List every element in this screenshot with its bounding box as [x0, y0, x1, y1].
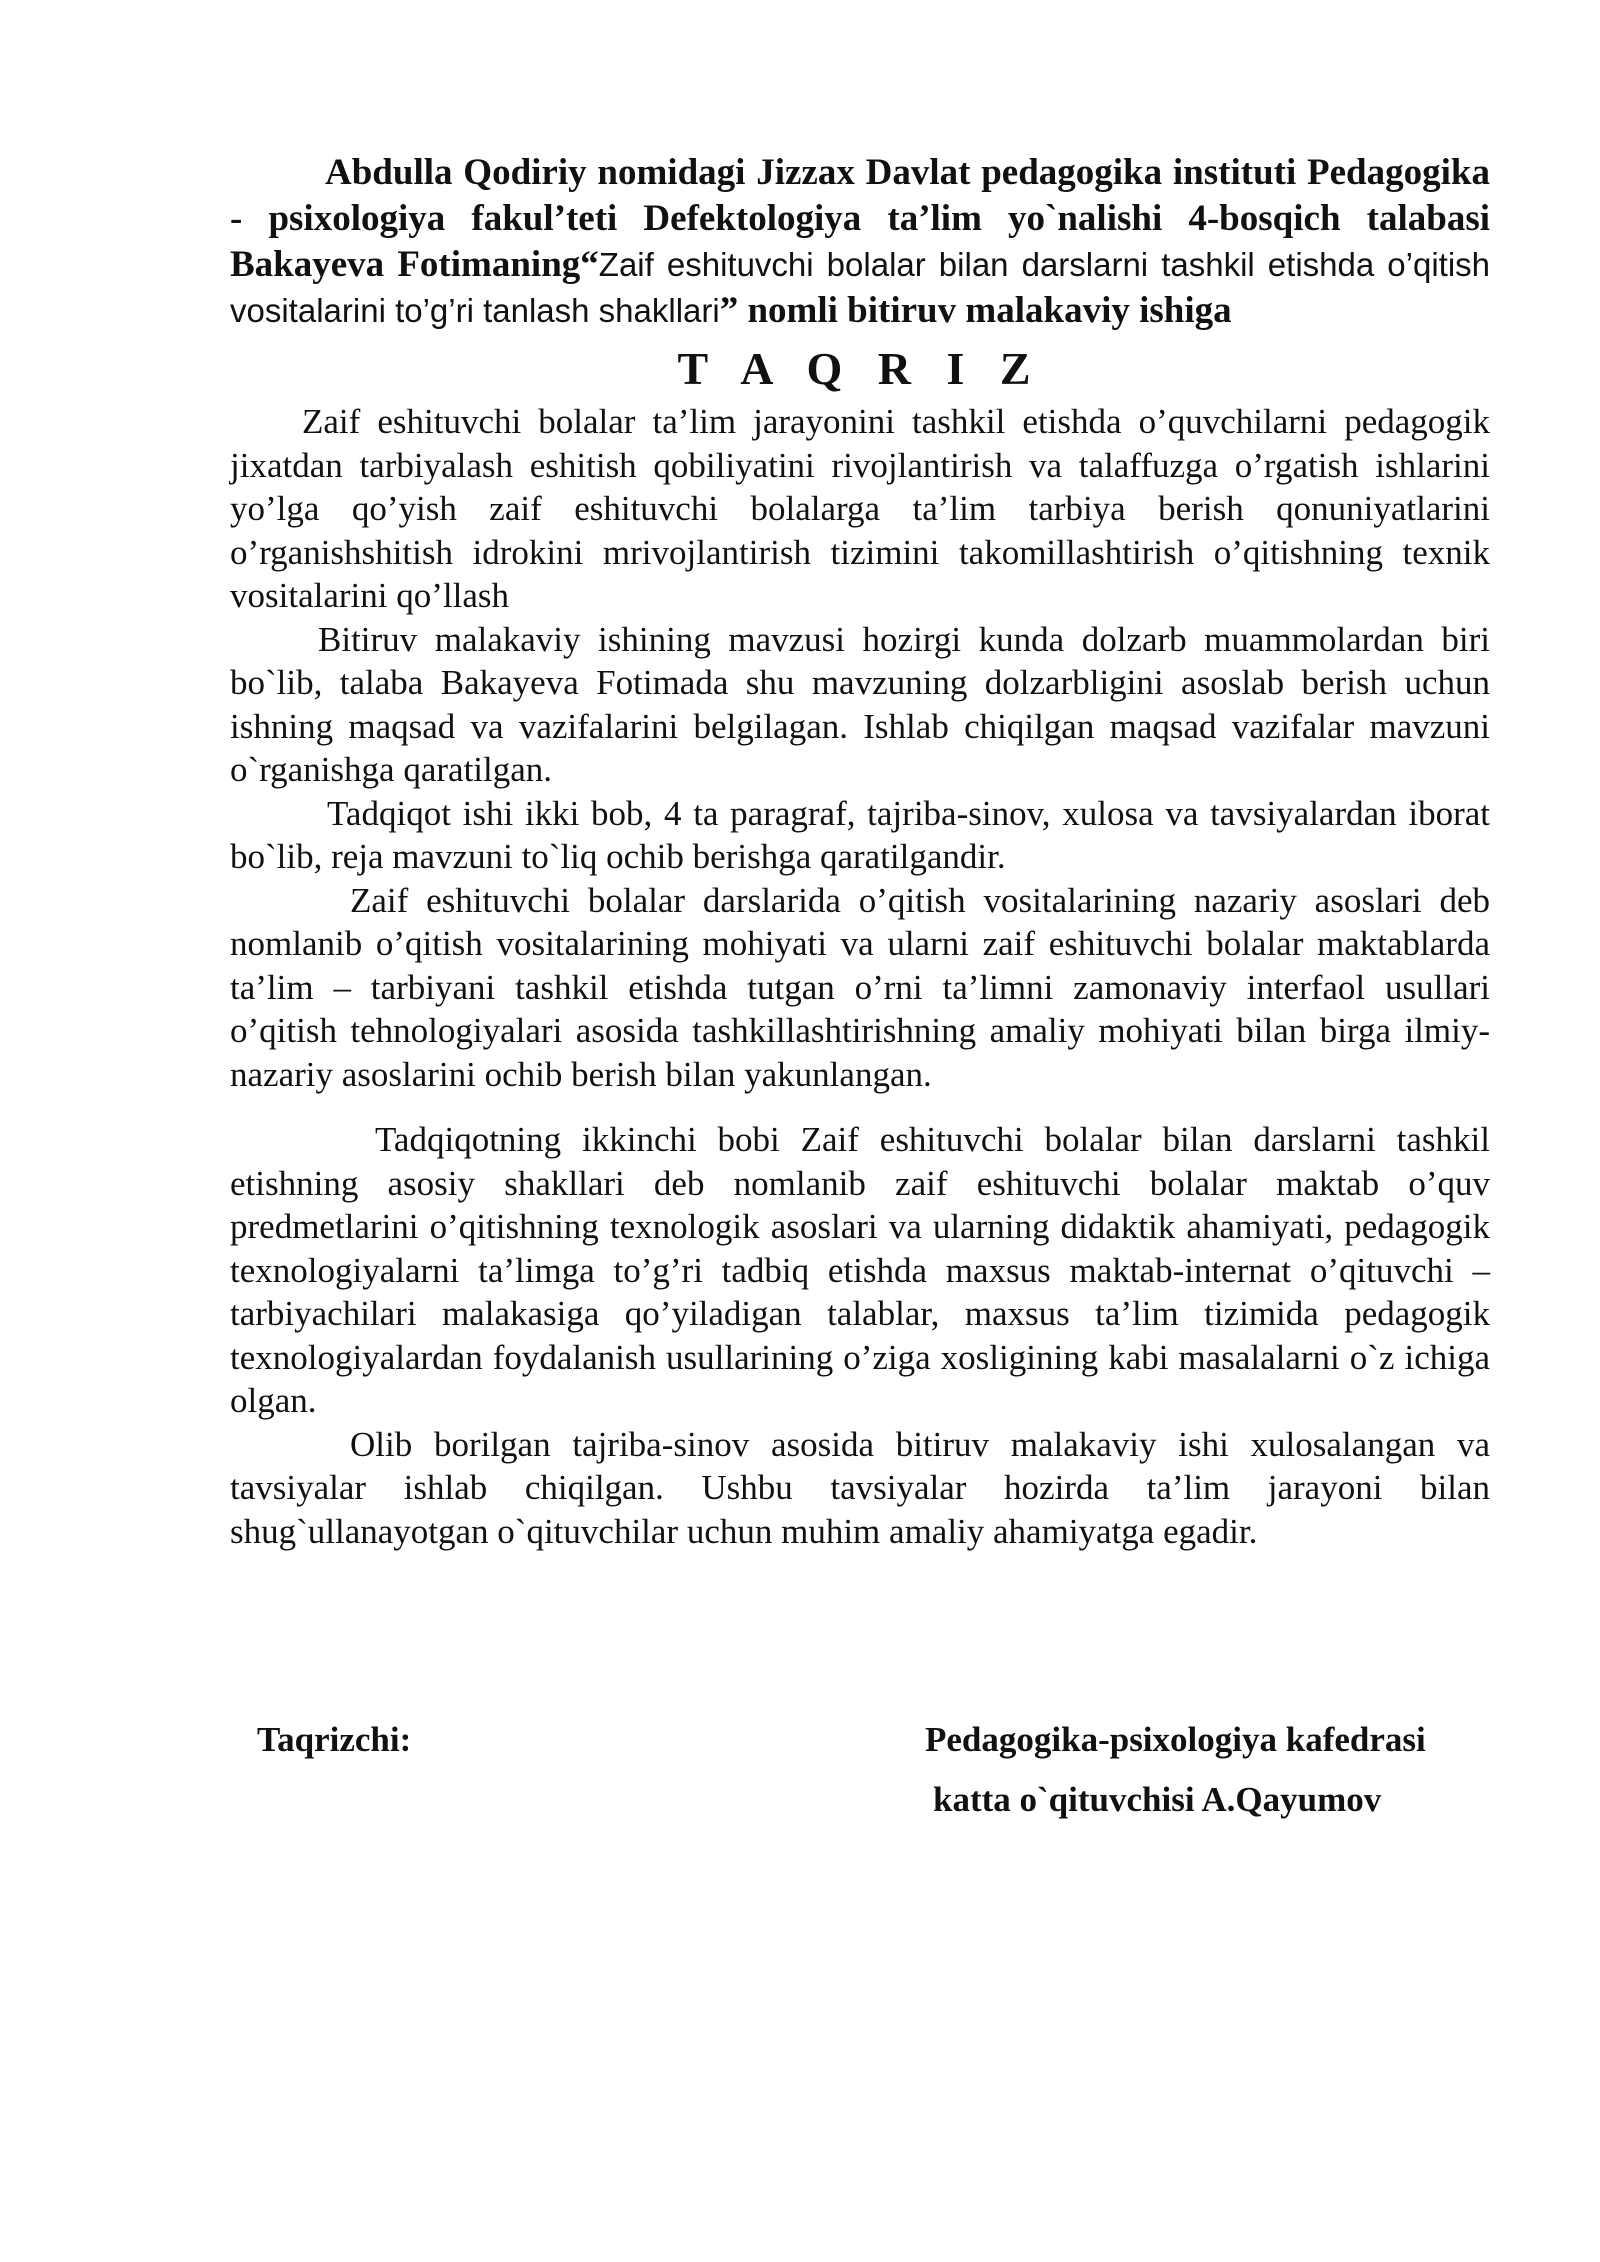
paragraph-5: Tadqiqotning ikkinchi bobi Zaif eshituvchi bolalar bilan darslarni tashkil etishning asosiy shakllari deb nomlanib zaif eshituvchi bolalar maktab o’quv predmetlarini o’qitishning texnologik asoslari va ularning didaktik ahamiyati, pedagogik texnologiyalarni ta’limga to’g’ri tadbiq etishda maxsus maktab-internat o’qituvchi – tarbiyachilari malakasiga qo’yiladigan talablar, maxsus ta’lim tizimida pedagogik texnologiyalardan foydalanish usullarining o’ziga xosligining kabi masalalarni o`z ichiga olgan. [230, 1120, 1490, 1420]
paragraph-4: Zaif eshituvchi bolalar darslarida o’qitish vositalarining nazariy asoslari deb nomlanib o’qitish vositalarining mohiyati va ularni zaif eshituvchi bolalar maktablarda ta’lim – tarbiyani tashkil etishda tutgan o’rni ta’limni zamonaviy interfaol usullari o’qitish tehnologiyalari asosida tashkillashtirishning amaliy mohiyati bilan birga ilmiy-nazariy asoslarini ochib berish bilan yakunlangan. [230, 880, 1490, 1094]
heading-bold-end: ” nomli bitiruv malakaviy ishiga [719, 290, 1232, 331]
reviewer-name: katta o`qituvchisi A.Qayumov [933, 1780, 1382, 1819]
document-title: T A Q R I Z [677, 343, 1043, 394]
heading-topic: Zaif eshituvchi bolalar bilan darslarni tashkil etishda o’qitish vositalarini to’g’ri tanlash shakllari [230, 246, 1491, 329]
reviewer-details [925, 1710, 1426, 1830]
document-heading [230, 150, 1490, 334]
paragraph-3: Tadqiqot ishi ikki bob, 4 ta paragraf, tajriba-sinov, xulosa va tavsiyalardan iborat bo`lib, reja mavzuni to`liq ochib berishga qaratilgandir. [230, 793, 1490, 876]
paragraph-6: Olib borilgan tajriba-sinov asosida bitiruv malakaviy ishi xulosalangan va tavsiyalar ishlab chiqilgan. Ushbu tavsiyalar hozirda ta’lim jarayoni bilan shug`ullanayotgan o`qituvchilar uchun muhim amaliy ahamiyatga egadir. [230, 1424, 1490, 1551]
heading-bold-part: Abdulla Qodiriy nomidagi Jizzax Davlat pedagogika instituti Pedagogika - psixologiya fakul’teti Defektologiya ta’lim yo`nalishi 4-bosqich talabasi Bakayeva Fotimaning“ [230, 152, 1490, 285]
review-document [230, 150, 1490, 1553]
reviewer-label: Taqrizchi: [257, 1720, 412, 1759]
paragraph-2: Bitiruv malakaviy ishining mavzusi hozirgi kunda dolzarb muammolardan biri bo`lib, talaba Bakayeva Fotimada shu mavzuning dolzarbligini asoslab berish uchun ishning maqsad va vazifalarini belgilagan. Ishlab chiqilgan maqsad vazifalar mavzuni o`rganishga qaratilgan. [230, 619, 1490, 789]
paragraph-1: Zaif eshituvchi bolalar ta’lim jarayonini tashkil etishda o’quvchilarni pedagogik jixatdan tarbiyalash eshitish qobiliyatini rivojlantirish va talaffuzga o’rgatish ishlarini yo’lga qo’yish zaif eshituvchi bolalarga ta’lim tarbiya berish qonuniyatlarini o’rganishshitish idrokini mrivojlantirish tizimini takomillashtirish o’qitishning texnik vositalarini qo’llash [230, 402, 1490, 615]
reviewer-position: Pedagogika-psixologiya kafedrasi [925, 1720, 1426, 1759]
